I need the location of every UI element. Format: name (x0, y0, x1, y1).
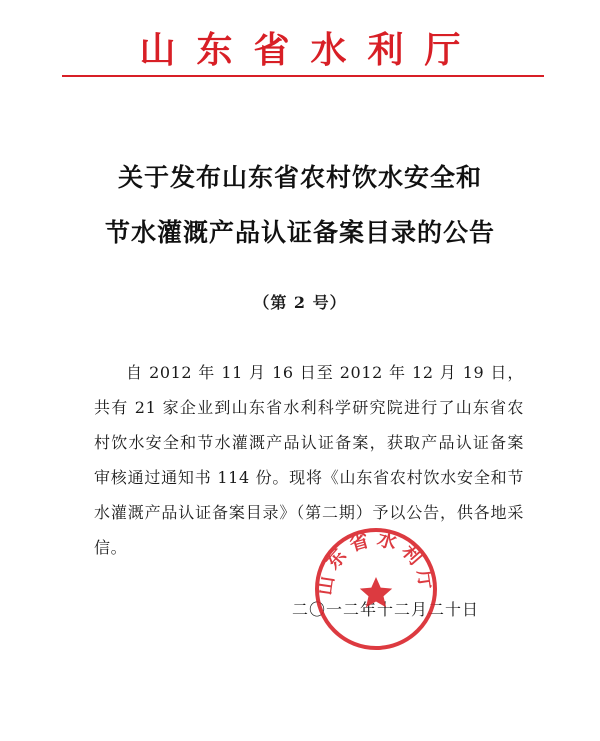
official-seal (312, 525, 440, 653)
document-number: （第 2 号） (253, 293, 347, 312)
letterhead-red-rule (62, 75, 544, 77)
star-icon (360, 577, 392, 607)
letterhead-org-name: 山东省水利厅 (139, 29, 482, 71)
document-title-line2: 节水灌溉产品认证备案目录的公告 (104, 218, 495, 247)
seal-text: 山东省水利厅 (313, 527, 439, 597)
document-body: 自 2012 年 11 月 16 日至 2012 年 12 月 19 日，共有 21 家企业到山东省水利科学研究院进行了山东省农村饮水安全和节水灌溉产品认证备案，获取产品认证备案审核通过通知书 114 份。现将《山东省农村饮水安全和节水灌溉产品认证备案目录》（第二期）予以公告，供各地采信。 (94, 363, 524, 557)
document-title-line1: 关于发布山东省农村饮水安全和 (117, 163, 482, 192)
document-date: 二〇一二年十二月二十日 (292, 600, 480, 619)
